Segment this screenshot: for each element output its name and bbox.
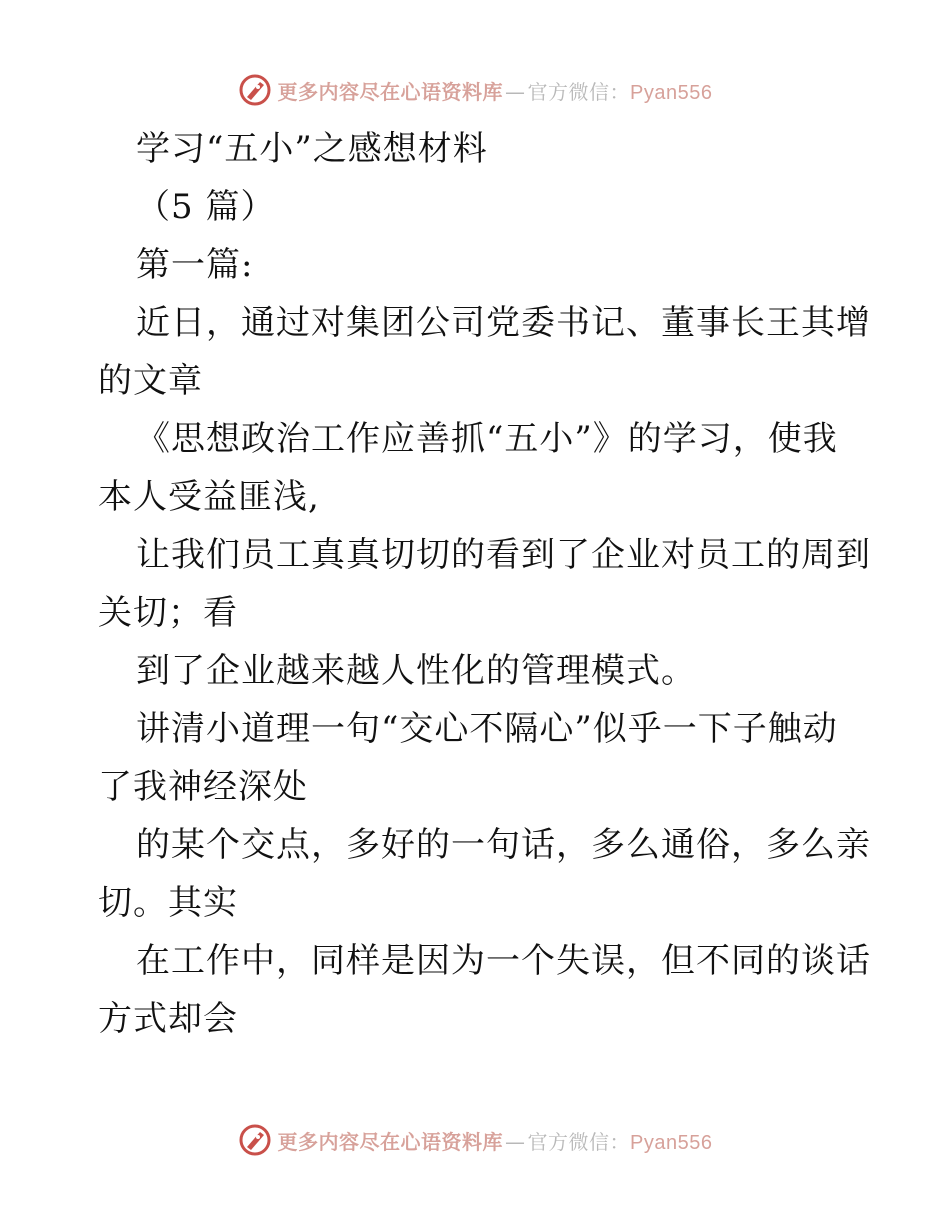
watermark-label: 官方微信：	[527, 1129, 631, 1154]
text-line: 切。其实	[98, 883, 238, 923]
text-line: 的文章	[98, 361, 203, 401]
text-line: （5 篇）	[136, 187, 276, 227]
text-line: 的某个交点，多好的一句话，多么通俗，多么亲	[136, 825, 871, 865]
text-line: 了我神经深处	[98, 767, 308, 807]
pen-nib-logo-icon	[238, 73, 272, 107]
text-line: 《思想政治工作应善抓“五小”》的学习，使我	[136, 419, 838, 459]
text-line: 方式却会	[98, 999, 238, 1039]
watermark-label: 官方微信：	[527, 79, 631, 104]
watermark-site: 更多内容尽在心语资料库	[277, 1129, 504, 1154]
document-title: 学习“五小”之感想材料	[136, 129, 488, 169]
watermark-account: Pyan556	[630, 1131, 713, 1154]
text-line: 关切；看	[98, 593, 238, 633]
text-line: 到了企业越来越人性化的管理模式。	[136, 651, 696, 691]
text-line: 让我们员工真真切切的看到了企业对员工的周到	[136, 535, 871, 575]
header-watermark	[0, 70, 950, 110]
watermark-separator: —	[505, 1129, 526, 1154]
footer-watermark	[0, 1120, 950, 1160]
watermark-account: Pyan556	[630, 81, 713, 104]
document-body	[98, 120, 871, 1048]
text-line: 近日，通过对集团公司党委书记、董事长王其增	[136, 303, 871, 343]
text-line: 第一篇:	[136, 245, 254, 285]
text-line: 在工作中，同样是因为一个失误，但不同的谈话	[136, 941, 871, 981]
watermark-text	[278, 1126, 713, 1155]
watermark-site: 更多内容尽在心语资料库	[277, 79, 504, 104]
watermark-separator: —	[505, 79, 526, 104]
watermark-text	[278, 76, 713, 105]
text-line: 讲清小道理一句“交心不隔心”似乎一下子触动	[136, 709, 838, 749]
text-line: 本人受益匪浅,	[98, 477, 320, 517]
pen-nib-logo-icon	[238, 1123, 272, 1157]
